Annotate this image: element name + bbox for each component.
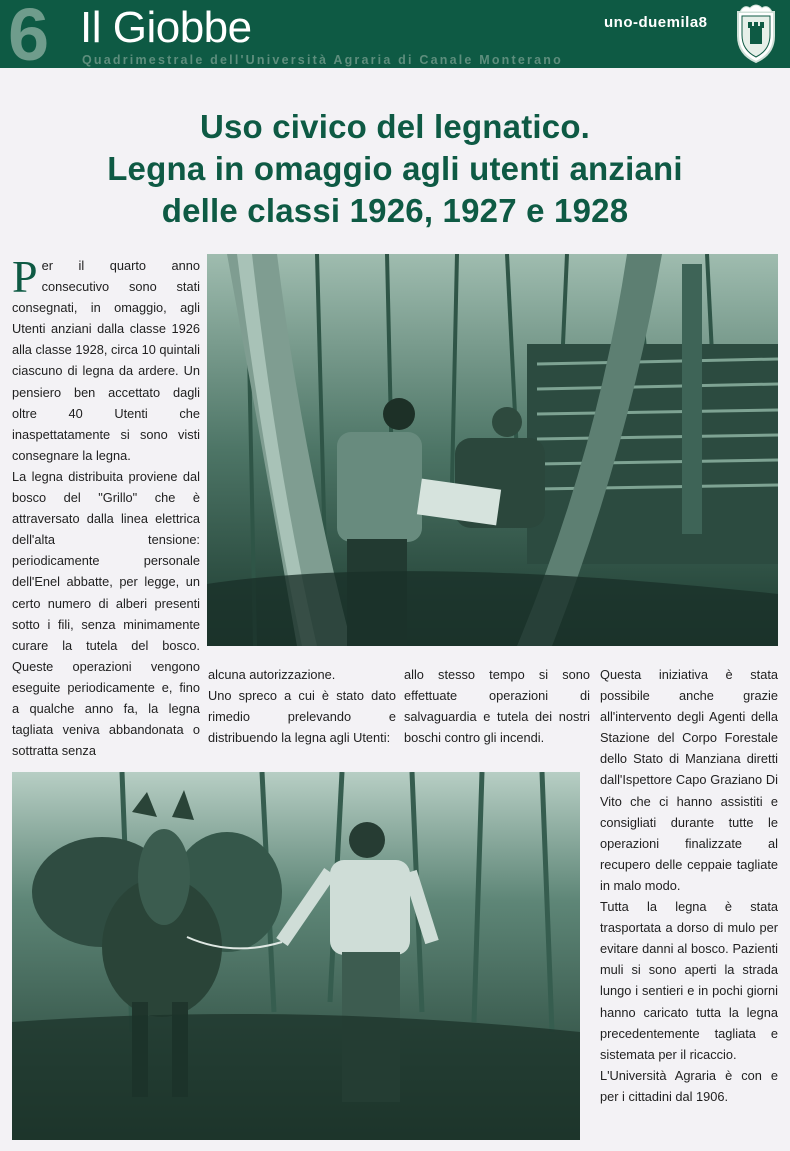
page-number: 6 — [8, 0, 50, 68]
dropcap: P — [12, 251, 38, 302]
photo-mule-and-man — [12, 772, 580, 1140]
paragraph-closing: L'Università Agraria è con e per i cittadini dal 1906. — [600, 1067, 778, 1104]
magazine-subtitle: Quadrimestrale dell'Università Agraria di Canale Monterano — [82, 53, 563, 67]
photo-woodpile-workers-image — [207, 254, 778, 646]
masthead — [0, 0, 790, 68]
article-column-4 — [600, 664, 778, 1107]
paragraph-remedy: Uno spreco a cui è stato dato rimedio prelevando e distribuendo la legna agli Utenti: — [208, 688, 396, 746]
photo-mule-and-man-image — [12, 772, 580, 1140]
article-column-2 — [208, 664, 396, 748]
paragraph-mules: Tutta la legna è stata trasportata a dorso di mulo per evitare danni al bosco. Pazienti muli si sono aperti la strada lungo i sentieri e in pochi giorni hanno caricato tutta la legna precedentemente tagliata e sistemata per il ricaccio. — [600, 899, 778, 1062]
article-headline — [40, 106, 750, 232]
headline-line-2: Legna in omaggio agli utenti anziani — [107, 150, 683, 187]
photo-woodpile-workers — [207, 254, 778, 646]
paragraph-intro-text: er il quarto anno consecutivo sono stati consegnati, in omaggio, agli Utenti anziani dalla classe 1926 alla classe 1928, circa 10 quintali ciascuno di legna da ardere. Un pensiero ben accettato dagli oltre 40 Utenti che inaspettatamente si sono visti consegnare la legna. — [12, 258, 200, 463]
article-column-1 — [12, 251, 200, 761]
municipal-crest-icon — [732, 2, 780, 64]
article-column-3 — [404, 664, 590, 748]
paragraph-safeguard: allo stesso tempo si sono effettuate operazioni di salvaguardia e tutela dei nostri boschi contro gli incendi. — [404, 667, 590, 746]
paragraph-source: La legna distribuita proviene dal bosco del "Grillo" che è attraversato dalla linea elettrica dell'alta tensione: periodicamente personale dell'Enel abbatte, per legge, un certo numero di alberi presenti sotto i fili, senza minimamente curare la tutela del bosco. Queste operazioni vengono eseguite periodicamente e, fino a qualche anno fa, la legna tagliata veniva abbandonata o sottratta senza — [12, 468, 200, 759]
magazine-title: Il Giobbe — [80, 3, 252, 52]
headline-line-1: Uso civico del legnatico. — [199, 108, 591, 145]
headline-line-3: delle classi 1926, 1927 e 1928 — [161, 192, 629, 229]
paragraph-authorization: alcuna autorizzazione. — [208, 667, 336, 682]
issue-label: uno-duemila8 — [604, 14, 708, 31]
paragraph-forestry: Questa iniziativa è stata possibile anche grazie all'intervento degli Agenti della Stazione del Corpo Forestale dello Stato di Manziana diretti dall'Ispettore Capo Graziano Di Vito che ci hanno assistiti e consigliati durante tutte le operazioni finalizzate al recupero delle ceppaie tagliate in malo modo. — [600, 667, 778, 893]
paragraph-intro — [12, 251, 200, 466]
